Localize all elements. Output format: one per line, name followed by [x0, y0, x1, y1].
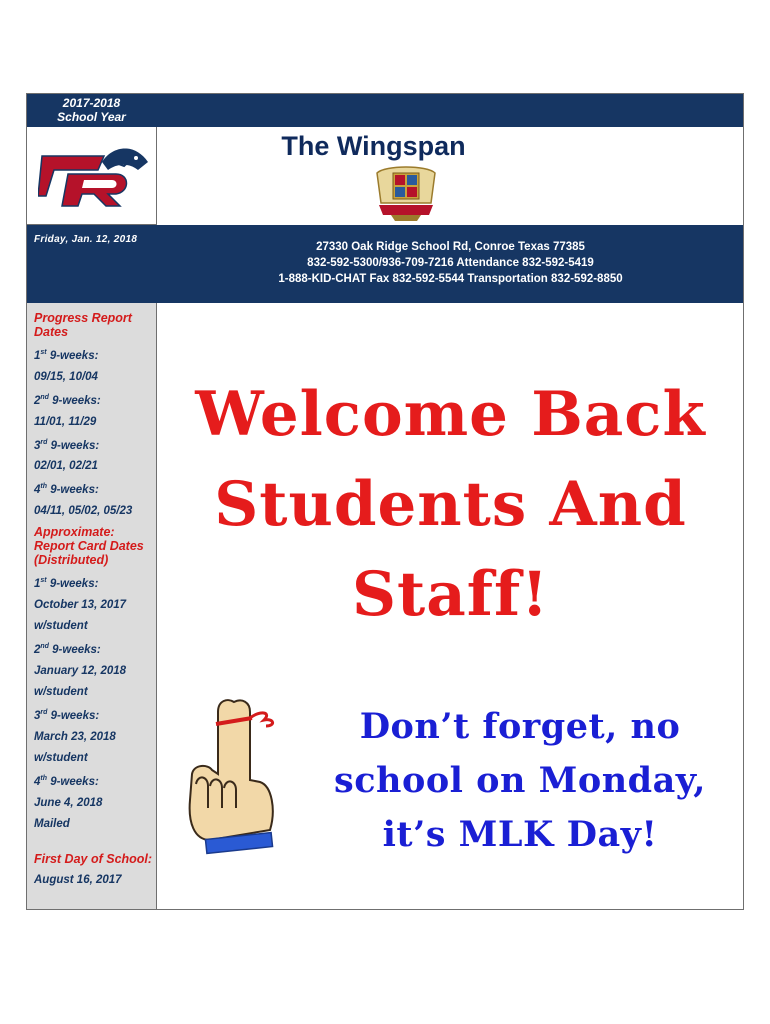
report-method: w/student — [34, 751, 88, 764]
reminder-line: it’s MLK Day! — [382, 814, 658, 855]
contact-line: 1-888-KID-CHAT Fax 832-592-5544 Transportation 832-592-8850 — [278, 273, 623, 285]
report-date: October 13, 2017 — [34, 599, 127, 612]
report-method: w/student — [34, 620, 88, 633]
report-period: 1st 9-weeks: — [34, 577, 99, 591]
welcome-line: Welcome Back — [195, 379, 706, 450]
page-frame — [26, 93, 744, 910]
school-year-line1: 2017-2018 — [62, 96, 121, 110]
report-period: 2nd 9-weeks: — [34, 643, 101, 656]
issue-date: Friday, Jan. 12, 2018 — [26, 225, 157, 303]
progress-period: 2nd 9-weeks: — [34, 393, 101, 407]
progress-dates: 02/01, 02/21 — [34, 460, 98, 473]
welcome-line: Staff! — [351, 559, 549, 630]
report-card-heading: Approximate: Report Card Dates (Distributed) — [34, 525, 144, 568]
reminder-line: Don’t forget, no — [359, 706, 681, 747]
report-period: 4th 9-weeks: — [34, 774, 99, 788]
school-year-line2: School Year — [57, 110, 126, 124]
report-period: 3rd 9-weeks: — [34, 708, 100, 722]
progress-dates: 11/01, 11/29 — [34, 415, 97, 428]
progress-heading: Progress Report Dates — [34, 311, 132, 339]
progress-period: 4th 9-weeks: — [34, 483, 99, 497]
report-method: w/student — [34, 685, 88, 698]
progress-dates: 09/15, 10/04 — [34, 370, 98, 383]
report-method: Mailed — [34, 817, 70, 830]
report-date: January 12, 2018 — [34, 664, 127, 677]
progress-dates: 04/11, 05/02, 05/23 — [34, 505, 133, 518]
address-line: 27330 Oak Ridge School Rd, Conroe Texas 77385 — [316, 241, 585, 253]
first-day-heading: First Day of School: — [34, 851, 153, 866]
phone-line: 832-592-5300/936-709-7216 Attendance 832-592-5419 — [307, 257, 594, 269]
report-date: March 23, 2018 — [34, 730, 116, 743]
reminder-line: school on Monday, — [334, 760, 706, 801]
progress-period: 1st 9-weeks: — [34, 349, 99, 362]
newsletter-title: The Wingspan — [281, 131, 466, 161]
welcome-line: Students And — [214, 469, 687, 540]
report-date: June 4, 2018 — [34, 796, 103, 809]
first-day-date: August 16, 2017 — [34, 873, 122, 886]
progress-period: 3rd 9-weeks: — [34, 438, 100, 452]
